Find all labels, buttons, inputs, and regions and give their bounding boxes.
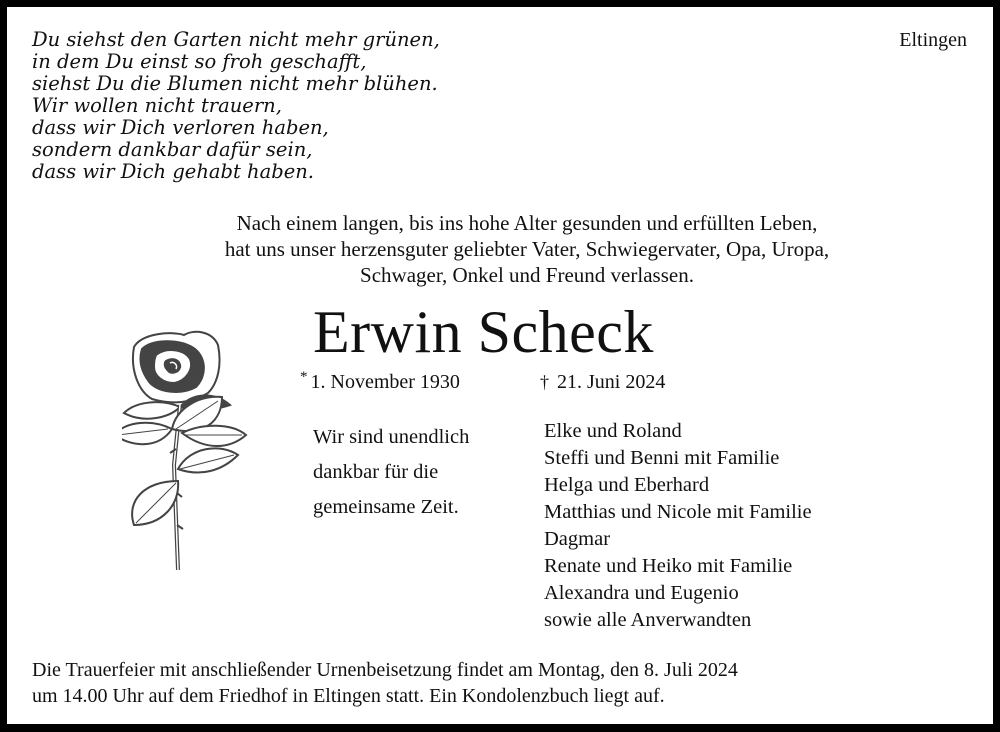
mourner-item: Helga und Eberhard — [544, 474, 710, 496]
poem-line: Wir wollen nicht trauern, — [32, 94, 282, 117]
intro-text — [7, 210, 1000, 288]
thanks-line: Wir sind unendlich — [313, 426, 470, 448]
thanks-line: gemeinsame Zeit. — [313, 496, 459, 518]
mourner-item: Renate und Heiko mit Familie — [544, 555, 793, 577]
poem-line: in dem Du einst so froh geschafft, — [32, 50, 367, 73]
deceased-name: Erwin Scheck — [313, 299, 654, 365]
intro-line: Schwager, Onkel und Freund verlassen. — [360, 263, 694, 287]
birth-date-text: 1. November 1930 — [310, 371, 460, 393]
mourner-item: sowie alle Anverwandten — [544, 609, 752, 631]
obituary-notice — [7, 7, 993, 724]
poem-line: dass wir Dich gehabt haben. — [32, 160, 315, 183]
thanks-text — [313, 420, 469, 525]
mourner-item: Elke und Roland — [544, 420, 682, 442]
mourner-item: Alexandra und Eugenio — [544, 582, 739, 604]
poem — [32, 29, 440, 183]
intro-line: hat uns unser herzensguter geliebter Vater, Schwiegervater, Opa, Uropa, — [224, 237, 830, 261]
ceremony-line: um 14.00 Uhr auf dem Friedhof in Eltingen statt. Ein Kondolenzbuch liegt auf. — [32, 685, 665, 707]
rose-icon — [122, 325, 252, 570]
death-cross-icon: † — [540, 372, 549, 392]
mourner-item: Dagmar — [544, 528, 611, 550]
mourner-item: Steffi und Benni mit Familie — [544, 447, 780, 469]
thanks-line: dankbar für die — [313, 461, 439, 483]
place-name: Eltingen — [899, 29, 967, 51]
mourners-list — [544, 418, 812, 634]
death-date — [540, 371, 665, 394]
death-date-text: 21. Juni 2024 — [557, 371, 666, 393]
mourner-item: Matthias und Nicole mit Familie — [544, 501, 812, 523]
poem-line: dass wir Dich verloren haben, — [32, 116, 329, 139]
poem-line: Du siehst den Garten nicht mehr grünen, — [32, 28, 440, 51]
birth-star-icon: * — [300, 369, 308, 385]
ceremony-line: Die Trauerfeier mit anschließender Urnenbeisetzung findet am Montag, den 8. Juli 2024 — [32, 659, 738, 681]
poem-line: siehst Du die Blumen nicht mehr blühen. — [32, 72, 438, 95]
poem-line: sondern dankbar dafür sein, — [32, 138, 313, 161]
ceremony-info — [32, 657, 738, 709]
intro-line: Nach einem langen, bis ins hohe Alter gesunden und erfüllten Leben, — [236, 211, 818, 235]
birth-date — [300, 371, 460, 394]
